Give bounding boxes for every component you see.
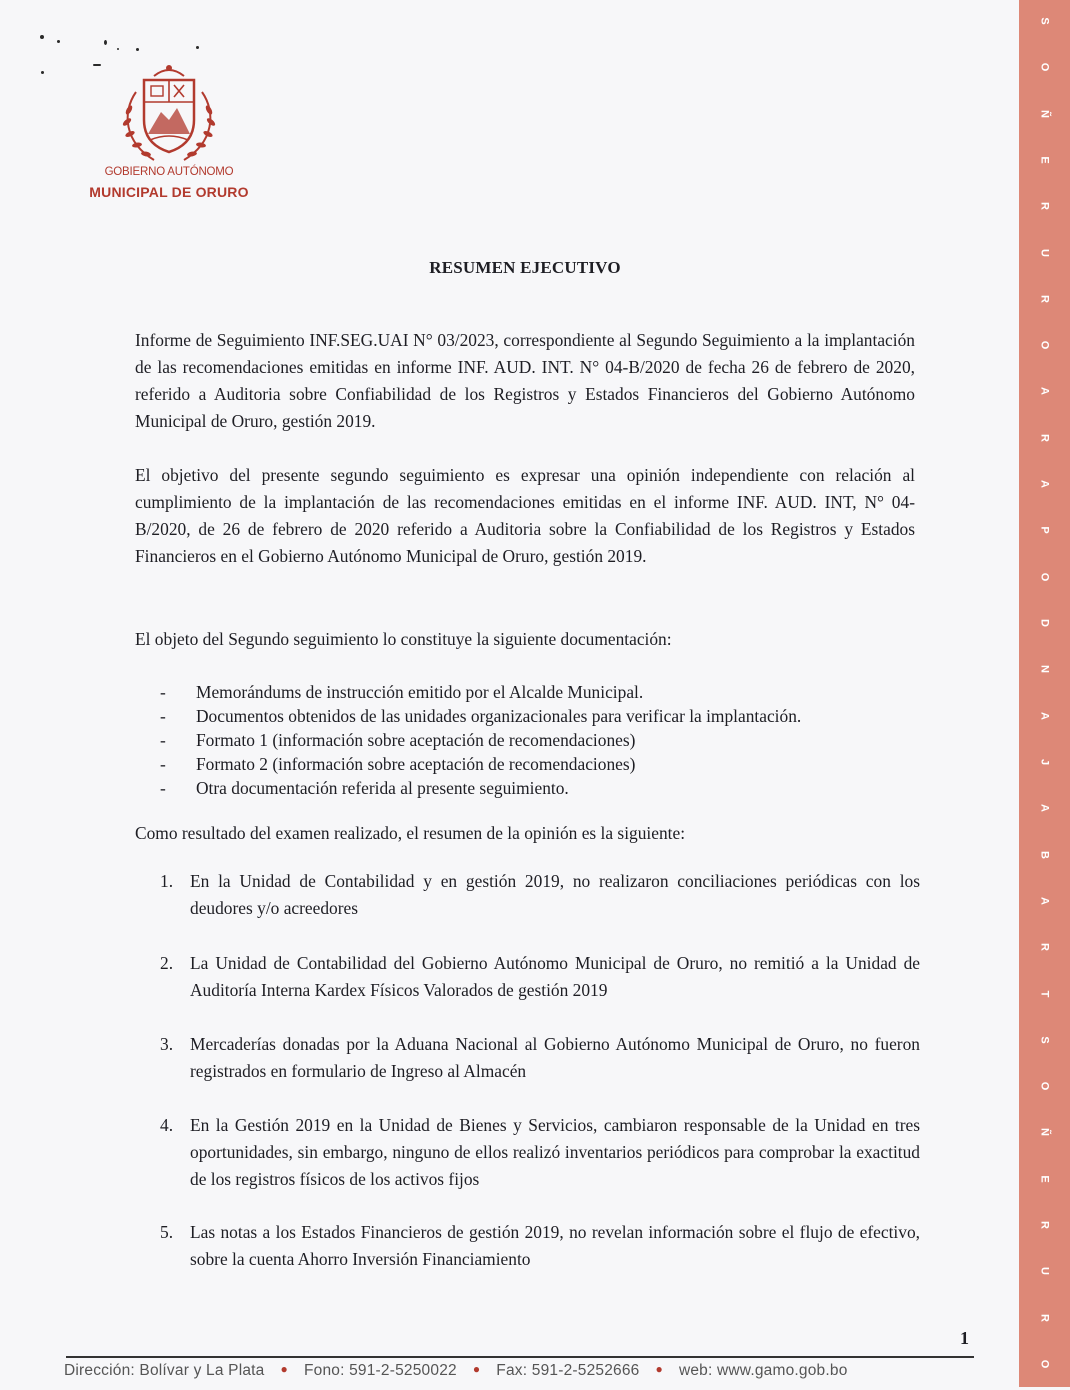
slogan-letter: J	[1038, 758, 1051, 766]
slogan-letter: R	[1038, 202, 1051, 211]
bullet-dash: -	[160, 754, 166, 774]
scan-speck	[117, 48, 119, 50]
slogan-letter: S	[1038, 1036, 1051, 1044]
finding-number: 4.	[160, 1115, 174, 1135]
footer-separator: ●	[472, 1362, 481, 1376]
intro-paragraph: Informe de Seguimiento INF.SEG.UAI N° 03/2023, correspondiente al Segundo Seguimiento a la implantación de las recomendaciones emitidas en informe INF. AUD. INT. N° 04-B/2020 de fecha 26 de febrero de 2020, referido a Auditoria sobre Confiabilidad de los Registros y Estados Financieros del Gobierno Autónomo Municipal de Oruro, gestión 2019.	[135, 330, 915, 431]
finding-item	[160, 950, 920, 1004]
coat-of-arms-icon	[114, 62, 224, 167]
slogan-letter: O	[1038, 572, 1051, 581]
documentation-list	[160, 680, 920, 800]
footer-separator: ●	[655, 1362, 663, 1376]
footer-separator: ●	[280, 1362, 288, 1376]
footer-divider	[66, 1356, 974, 1358]
list-item-text: Memorándums de instrucción emitido por el Alcalde Municipal.	[196, 682, 644, 702]
bullet-dash: -	[160, 730, 166, 750]
slogan-letter: Ñ	[1038, 1128, 1051, 1137]
slogan-letter: P	[1038, 526, 1051, 535]
list-item	[160, 752, 920, 776]
list-item-text: Formato 2 (información sobre aceptación de recomendaciones)	[196, 754, 636, 774]
footer-address: Dirección: Bolívar y La Plata	[64, 1362, 265, 1379]
finding-text: Mercaderías donadas por la Aduana Nacional al Gobierno Autónomo Municipal de Oruro, no fueron registrados en formulario de Ingreso al Almacén	[190, 1034, 920, 1081]
slogan-letter: O	[1038, 1359, 1051, 1369]
list-item	[160, 704, 920, 728]
footer-contact	[64, 1362, 984, 1380]
finding-text: La Unidad de Contabilidad del Gobierno Autónomo Municipal de Oruro, no remitió a la Unidad de Auditoría Interna Kardex Físicos Valorados de gestión 2019	[190, 953, 920, 1000]
finding-text: En la Unidad de Contabilidad y en gestión 2019, no realizaron conciliaciones periódicas con los deudores y/o acreedores	[190, 871, 920, 918]
slogan-letter: R	[1038, 433, 1051, 442]
logo-text-line1: GOBIERNO AUTÓNOMO	[104, 166, 234, 178]
slogan-letter: E	[1038, 156, 1051, 164]
finding-item	[160, 1031, 920, 1085]
scan-speck	[136, 48, 139, 51]
slogan-letter: T	[1038, 990, 1051, 997]
objective-paragraph: El objetivo del presente segundo seguimiento es expresar una opinión independiente con relación al cumplimiento de la implantación de las recomendaciones emitidas en el informe INF. AUD. INT, N° 04-B/2020, de 26 de febrero de 2020 referido a Auditoria sobre la Confiabilidad de los Registros y Estados Financieros en el Gobierno Autónomo Municipal de Oruro, gestión 2019.	[135, 465, 915, 566]
finding-item	[160, 1112, 920, 1193]
scan-speck	[57, 40, 60, 43]
slogan-letter: D	[1038, 619, 1051, 627]
scan-speck	[196, 46, 199, 49]
footer-phone: Fono: 591-2-5250022	[303, 1362, 457, 1379]
slogan-letter: Ñ	[1038, 109, 1051, 118]
slogan-letter: A	[1038, 896, 1051, 905]
slogan-letter: R	[1038, 943, 1051, 952]
scan-speck	[41, 71, 44, 74]
bullet-dash: -	[160, 778, 166, 798]
finding-text: En la Gestión 2019 en la Unidad de Bienes y Servicios, cambiaron responsable de la Unidad en tres oportunidades, sin embargo, ninguno de ellos realizó inventarios periódicos para comprobar la exactitud de los registros físicos de los activos fijos	[190, 1115, 920, 1189]
slogan-letter: R	[1038, 1313, 1051, 1322]
bullet-dash: -	[160, 706, 166, 726]
scan-speck	[104, 40, 107, 45]
finding-number: 1.	[160, 871, 174, 891]
results-paragraph: Como resultado del examen realizado, el resumen de la opinión es la siguiente:	[135, 823, 686, 843]
finding-number: 3.	[160, 1034, 174, 1054]
slogan-letter: A	[1038, 387, 1051, 396]
slogan-letter: E	[1038, 1175, 1051, 1183]
scan-speck	[40, 35, 44, 39]
finding-number: 5.	[160, 1222, 174, 1242]
slogan-letter: O	[1038, 1081, 1051, 1091]
slogan-letter: A	[1038, 804, 1051, 813]
slogan-letter: R	[1038, 1221, 1051, 1230]
slogan-letter: A	[1038, 711, 1051, 720]
slogan-letter: U	[1038, 1267, 1051, 1276]
slogan-letter: S	[1038, 17, 1051, 25]
finding-item	[160, 1219, 920, 1273]
footer-fax: Fax: 591-2-5252666	[496, 1362, 640, 1379]
list-item-text: Otra documentación referida al presente seguimiento.	[196, 778, 569, 798]
list-item	[160, 680, 920, 704]
side-slogan-band	[1019, 0, 1070, 1387]
page-number: 1	[960, 1328, 969, 1348]
footer-web: web: www.gamo.gob.bo	[678, 1362, 848, 1379]
slogan-letter: U	[1038, 248, 1051, 257]
slogan-letter: O	[1038, 340, 1051, 350]
bullet-dash: -	[160, 682, 166, 702]
list-item	[160, 728, 920, 752]
list-item-text: Formato 1 (información sobre aceptación de recomendaciones)	[196, 730, 636, 750]
slogan-letter: R	[1038, 294, 1051, 303]
slogan-letter: O	[1038, 63, 1051, 72]
scope-paragraph: El objeto del Segundo seguimiento lo constituye la siguiente documentación:	[135, 629, 672, 649]
finding-number: 2.	[160, 953, 174, 973]
slogan-letter: A	[1038, 480, 1051, 489]
list-item	[160, 776, 920, 800]
slogan-letter: B	[1038, 850, 1051, 859]
finding-item	[160, 868, 920, 922]
document-title: RESUMEN EJECUTIVO	[429, 258, 621, 277]
slogan-letter: N	[1038, 665, 1051, 674]
list-item-text: Documentos obtenidos de las unidades organizacionales para verificar la implantación.	[196, 706, 802, 726]
municipal-logo	[84, 62, 254, 202]
logo-text-line2: MUNICIPAL DE ORURO	[89, 184, 249, 200]
finding-text: Las notas a los Estados Financieros de gestión 2019, no revelan información sobre el flujo de efectivo, sobre la cuenta Ahorro Inversión Financiamiento	[190, 1222, 920, 1269]
